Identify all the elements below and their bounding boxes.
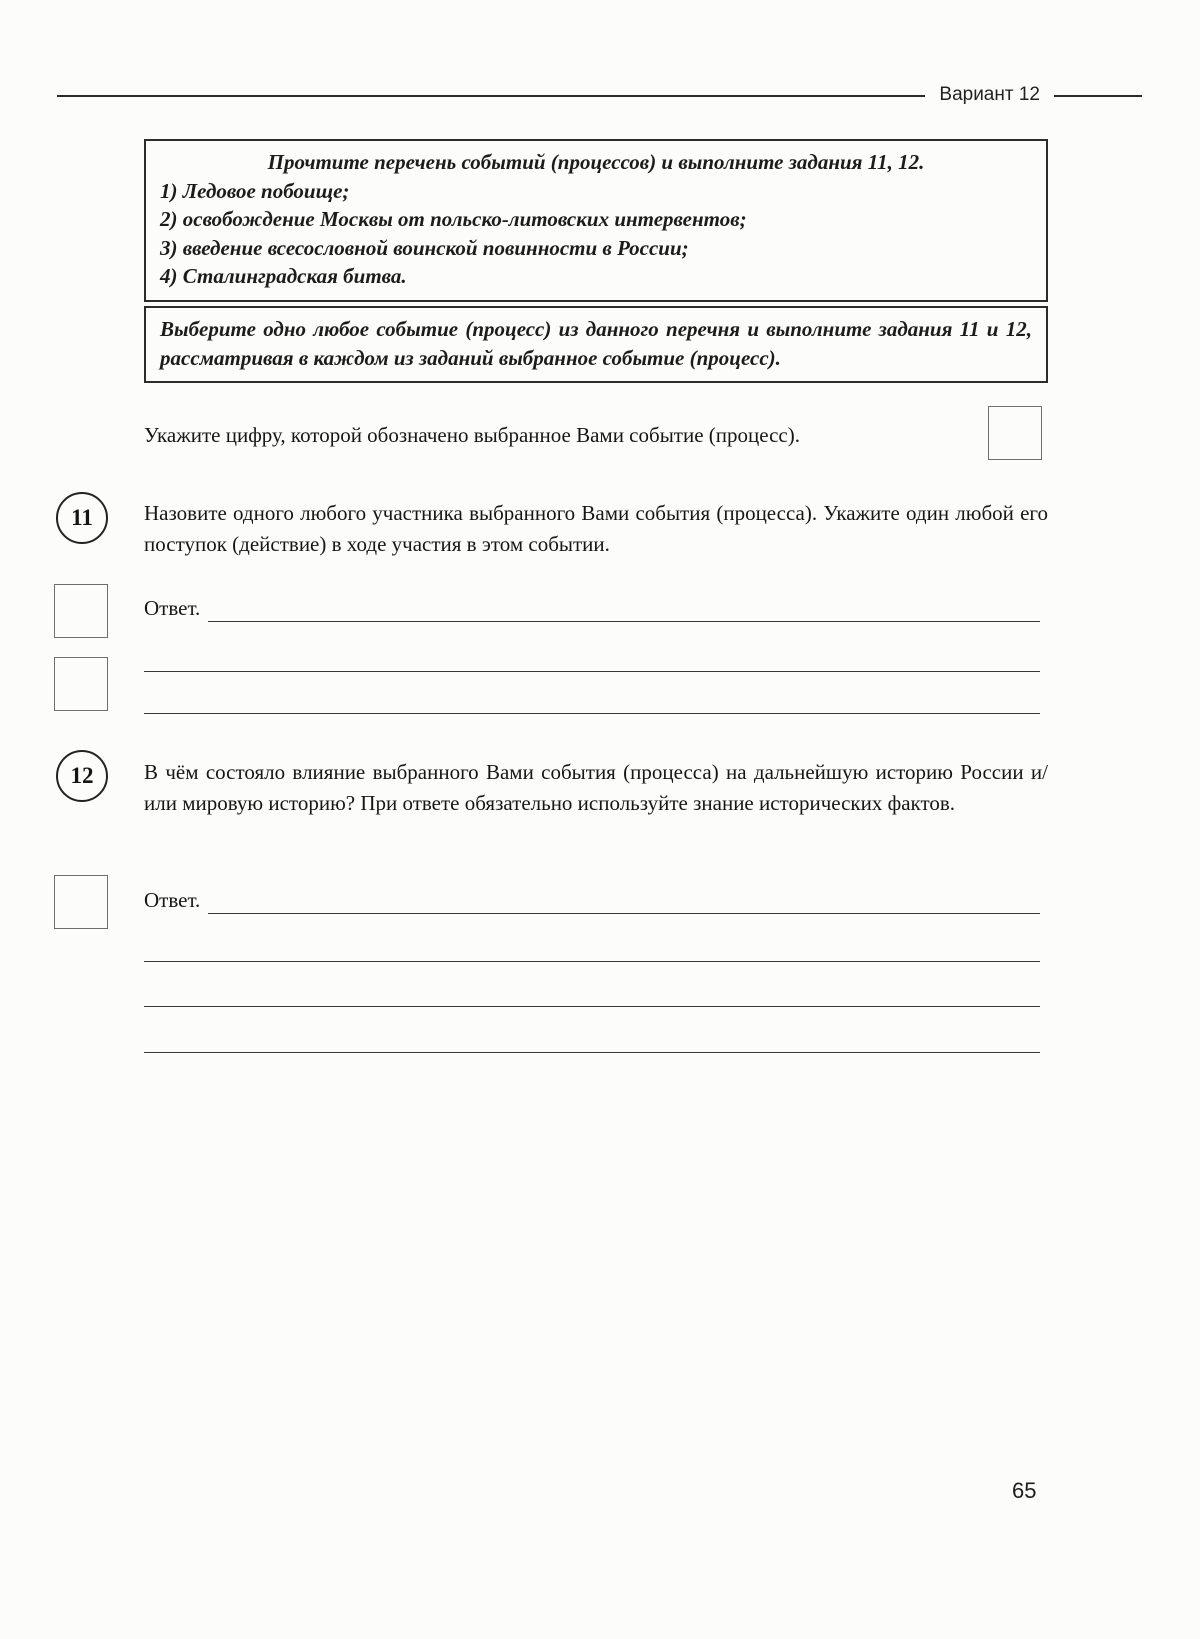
question-11-answer-line-2: [144, 671, 1040, 672]
question-12-score-box: [54, 875, 108, 929]
question-12-answer-line-3: [144, 1006, 1040, 1007]
question-11-score-box-2: [54, 657, 108, 711]
select-event-prompt: Укажите цифру, которой обозначено выбранное Вами событие (процесс).: [144, 423, 800, 447]
event-item-4: 4) Сталинградская битва.: [160, 264, 407, 289]
question-12-number: [56, 750, 108, 802]
question-12-answer-line-1: [208, 890, 1040, 914]
question-11-number-label: 11: [71, 505, 93, 530]
question-12-answer-line-4: [144, 1052, 1040, 1053]
page-number: 65: [1012, 1478, 1037, 1503]
event-item-3: 3) введение всесословной воинской повинности в России;: [160, 235, 689, 260]
instruction-text: Выберите одно любое событие (процесс) из данного перечня и выполните задания 11 и 12, рассматривая в каждом из заданий выбранное событие (процесс).: [160, 317, 1032, 370]
question-12-number-label: 12: [70, 763, 94, 788]
event-item-2: 2) освобождение Москвы от польско-литовских интервентов;: [160, 207, 747, 232]
events-list-title: Прочтите перечень событий (процессов) и выполните задания 11, 12.: [267, 150, 925, 174]
question-11-answer-label: Ответ.: [144, 596, 201, 620]
question-11-answer-line-3: [144, 713, 1040, 714]
question-12-text: В чём состояло влияние выбранного Вами события (процесса) на дальнейшую историю России и/или мировую историю? При ответе обязательно используйте знание исторических фактов.: [144, 760, 1048, 816]
header-rule-left: [57, 95, 925, 97]
instruction-box: [144, 306, 1048, 383]
event-item-1: 1) Ледовое побоище;: [160, 178, 350, 203]
question-11-score-box-1: [54, 584, 108, 638]
header-rule-right: [1054, 95, 1142, 97]
events-list-box: [144, 139, 1048, 302]
question-11-text: Назовите одного любого участника выбранного Вами события (процесса). Укажите один любой его поступок (действие) в ходе участия в этом событии.: [144, 501, 1048, 557]
question-11-number: [56, 492, 108, 544]
question-11-answer-row: [144, 596, 1040, 622]
question-12-answer-label: Ответ.: [144, 888, 201, 912]
page-header: [57, 84, 1142, 108]
question-12-answer-line-2: [144, 961, 1040, 962]
question-12-answer-row: [144, 888, 1040, 914]
question-11-answer-line-1: [208, 598, 1040, 622]
variant-label: Вариант 12: [939, 84, 1040, 105]
selected-event-answer-box: [988, 406, 1042, 460]
